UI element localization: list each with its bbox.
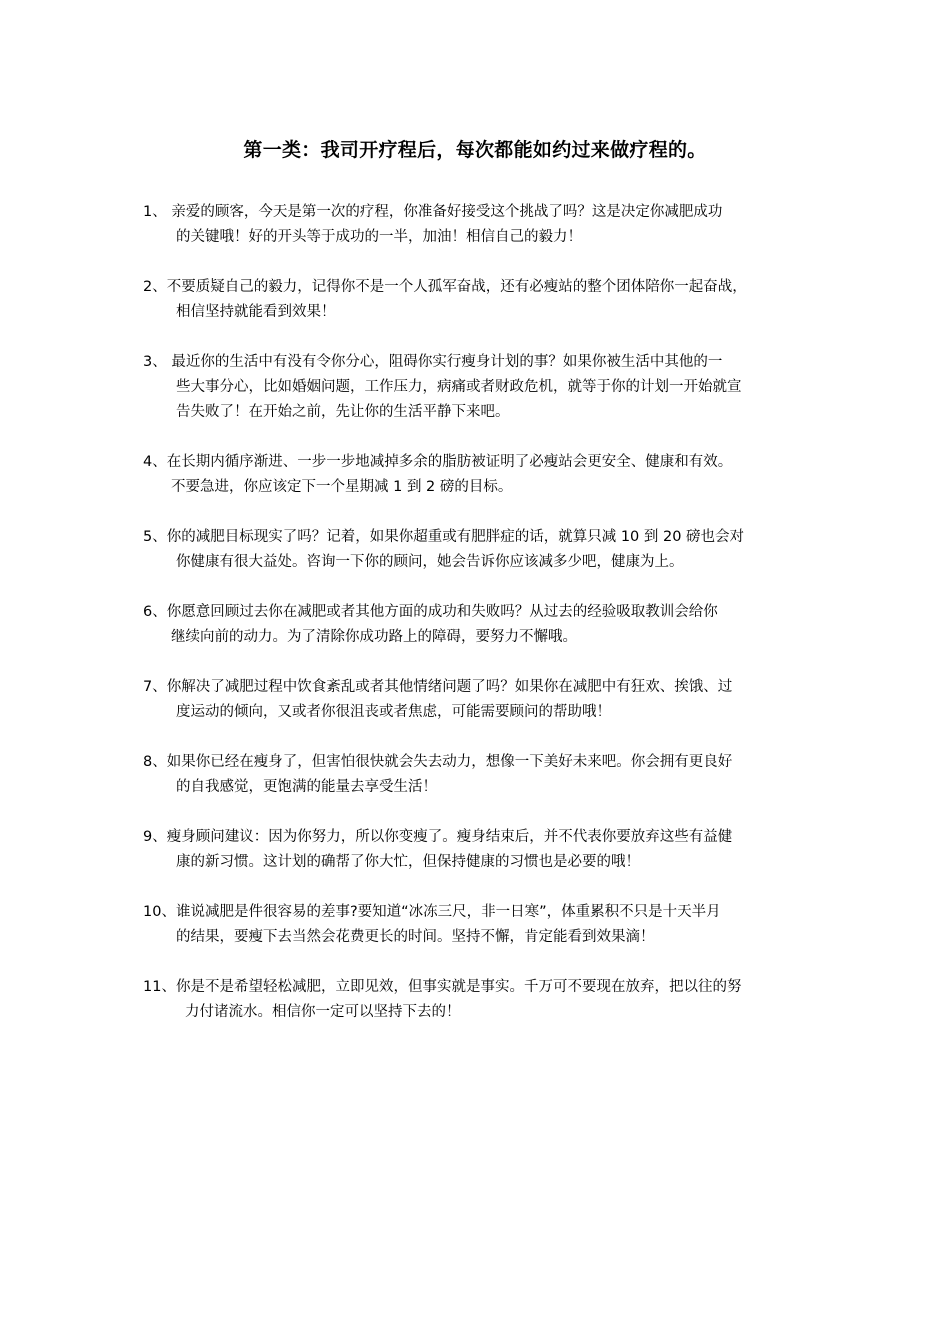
list-item (143, 975, 815, 1025)
item-line: 你健康有很大益处。咨询一下你的顾问，她会告诉你应该减多少吧，健康为上。 (176, 554, 684, 570)
item-line: 些大事分心，比如婚姻问题，工作压力，病痛或者财政危机，就等于你的计划一开始就宣 (176, 379, 742, 395)
item-line: 1、 亲爱的顾客，今天是第一次的疗程，你准备好接受这个挑战了吗？这是决定你减肥成功 (143, 204, 723, 220)
list-item (143, 900, 815, 950)
item-line: 的关键哦！好的开头等于成功的一半，加油！相信自己的毅力！ (176, 229, 582, 245)
tips-list (143, 200, 815, 1050)
item-line: 康的新习惯。这计划的确帮了你大忙，但保持健康的习惯也是必要的哦！ (176, 854, 640, 870)
item-line: 9、瘦身顾问建议：因为你努力，所以你变瘦了。瘦身结束后，并不代表你要放弃这些有益健 (143, 829, 733, 845)
item-line: 11、你是不是希望轻松减肥，立即见效，但事实就是事实。千万可不要现在放弃，把以往的努 (143, 979, 742, 995)
list-item (143, 600, 815, 650)
item-line: 的结果，要瘦下去当然会花费更长的时间。坚持不懈，肯定能看到效果滴！ (176, 929, 655, 945)
item-line: 继续向前的动力。为了清除你成功路上的障碍，要努力不懈哦。 (171, 629, 577, 645)
item-line: 的自我感觉，更饱满的能量去享受生活！ (176, 779, 437, 795)
item-line: 7、你解决了减肥过程中饮食紊乱或者其他情绪问题了吗？如果你在减肥中有狂欢、挨饿、过 (143, 679, 733, 695)
item-line: 3、 最近你的生活中有没有令你分心，阻碍你实行瘦身计划的事？如果你被生活中其他的一 (143, 354, 723, 370)
list-item (143, 200, 815, 250)
item-line: 2、不要质疑自己的毅力，记得你不是一个人孤军奋战，还有必瘦站的整个团体陪你一起奋战， (143, 279, 747, 295)
list-item (143, 750, 815, 800)
list-item (143, 825, 815, 875)
list-item (143, 675, 815, 725)
document-title: 第一类：我司开疗程后，每次都能如约过来做疗程的。 (243, 139, 707, 161)
item-line: 8、如果你已经在瘦身了，但害怕很快就会失去动力，想像一下美好未来吧。你会拥有更良好 (143, 754, 733, 770)
list-item (143, 350, 815, 425)
item-line: 6、你愿意回顾过去你在减肥或者其他方面的成功和失败吗？从过去的经验吸取教训会给你 (143, 604, 718, 620)
item-line: 10、谁说减肥是件很容易的差事?要知道“冰冻三尺，非一日寒”，体重累积不只是十天半月 (143, 904, 721, 920)
item-line: 不要急进，你应该定下一个星期减 1 到 2 磅的目标。 (171, 479, 513, 495)
item-line: 5、你的减肥目标现实了吗？记着，如果你超重或有肥胖症的话，就算只减 10 到 20 磅也会对 (143, 529, 745, 545)
item-line: 力付诸流水。相信你一定可以坚持下去的！ (185, 1004, 461, 1020)
item-line: 度运动的倾向，又或者你很沮丧或者焦虑，可能需要顾问的帮助哦！ (176, 704, 611, 720)
item-line: 告失败了！在开始之前，先让你的生活平静下来吧。 (176, 404, 510, 420)
item-line: 4、在长期内循序渐进、一步一步地减掉多余的脂肪被证明了必瘦站会更安全、健康和有效。 (143, 454, 733, 470)
item-line: 相信坚持就能看到效果！ (176, 304, 336, 320)
list-item (143, 450, 815, 500)
list-item (143, 275, 815, 325)
list-item (143, 525, 815, 575)
